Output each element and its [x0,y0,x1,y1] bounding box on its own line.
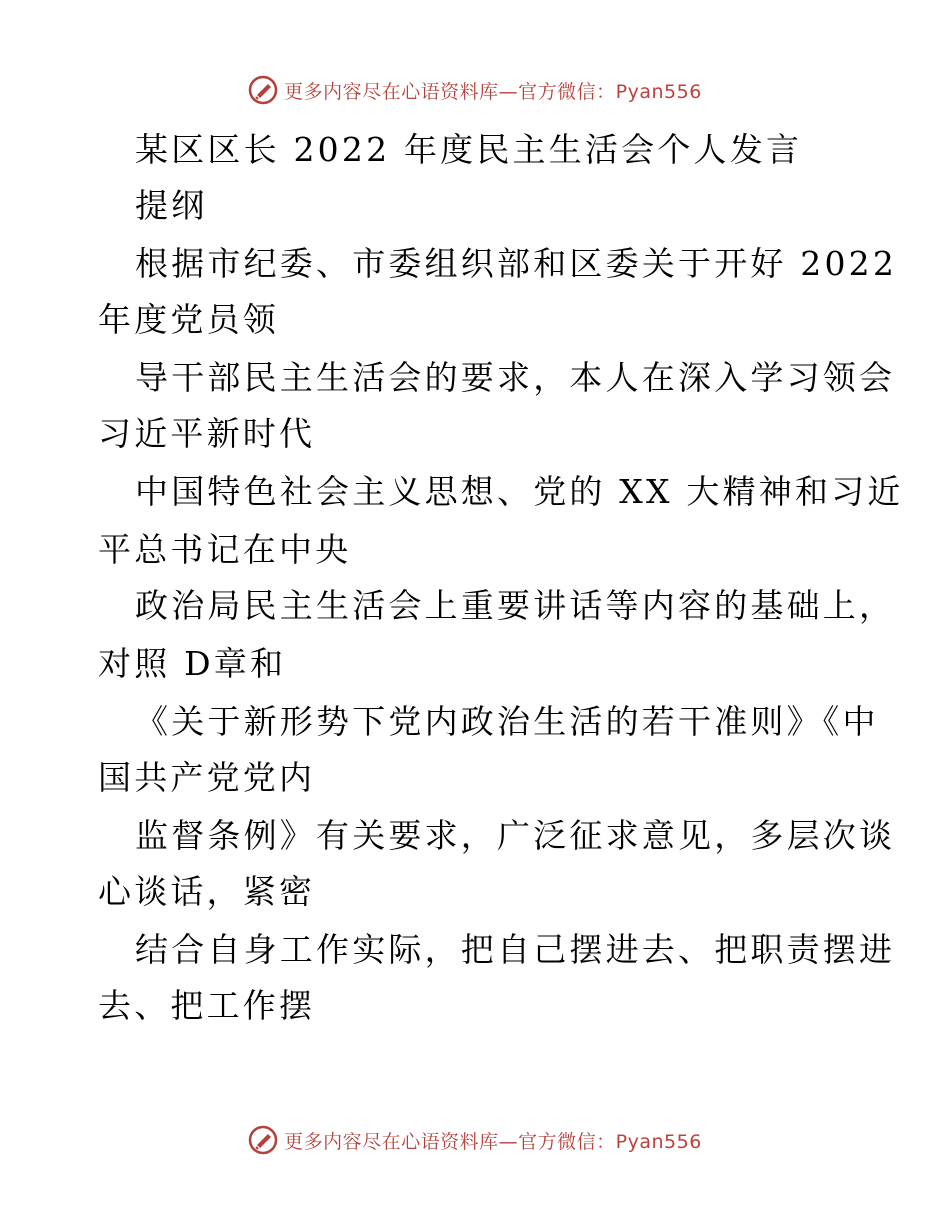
text-line: 国共产党党内 [98,758,316,797]
logo-icon [248,75,278,105]
watermark-text: 更多内容尽在心语资料库—官方微信：Pyan556 [284,1130,702,1153]
footer-watermark [0,1122,950,1158]
text-line: 心谈话，紧密 [98,872,316,911]
text-line: 根据市纪委、市委组织部和区委关于开好 2022 [135,244,898,283]
text-line: 提纲 [135,186,208,225]
text-line: 习近平新时代 [98,414,316,453]
header-watermark [0,72,950,108]
text-line: 某区区长 2022 年度民主生活会个人发言 [135,130,803,169]
text-line: 平总书记在中央 [98,530,352,569]
logo-icon [248,1125,278,1155]
text-line: 结合自身工作实际，把自己摆进去、把职责摆进 [135,930,896,969]
text-line: 《关于新形势下党内政治生活的若干准则》《中 [135,702,879,741]
text-line: 中国特色社会主义思想、党的 XX 大精神和习近 [135,472,904,511]
text-line: 监督条例》有关要求，广泛征求意见，多层次谈 [135,816,896,855]
text-line: 导干部民主生活会的要求，本人在深入学习领会 [135,358,896,397]
text-line: 政治局民主生活会上重要讲话等内容的基础上， [135,586,896,625]
text-line: 年度党员领 [98,300,279,339]
watermark-text: 更多内容尽在心语资料库—官方微信：Pyan556 [284,80,702,103]
text-line: 对照 D章和 [98,644,287,683]
text-line: 去、把工作摆 [98,986,316,1025]
